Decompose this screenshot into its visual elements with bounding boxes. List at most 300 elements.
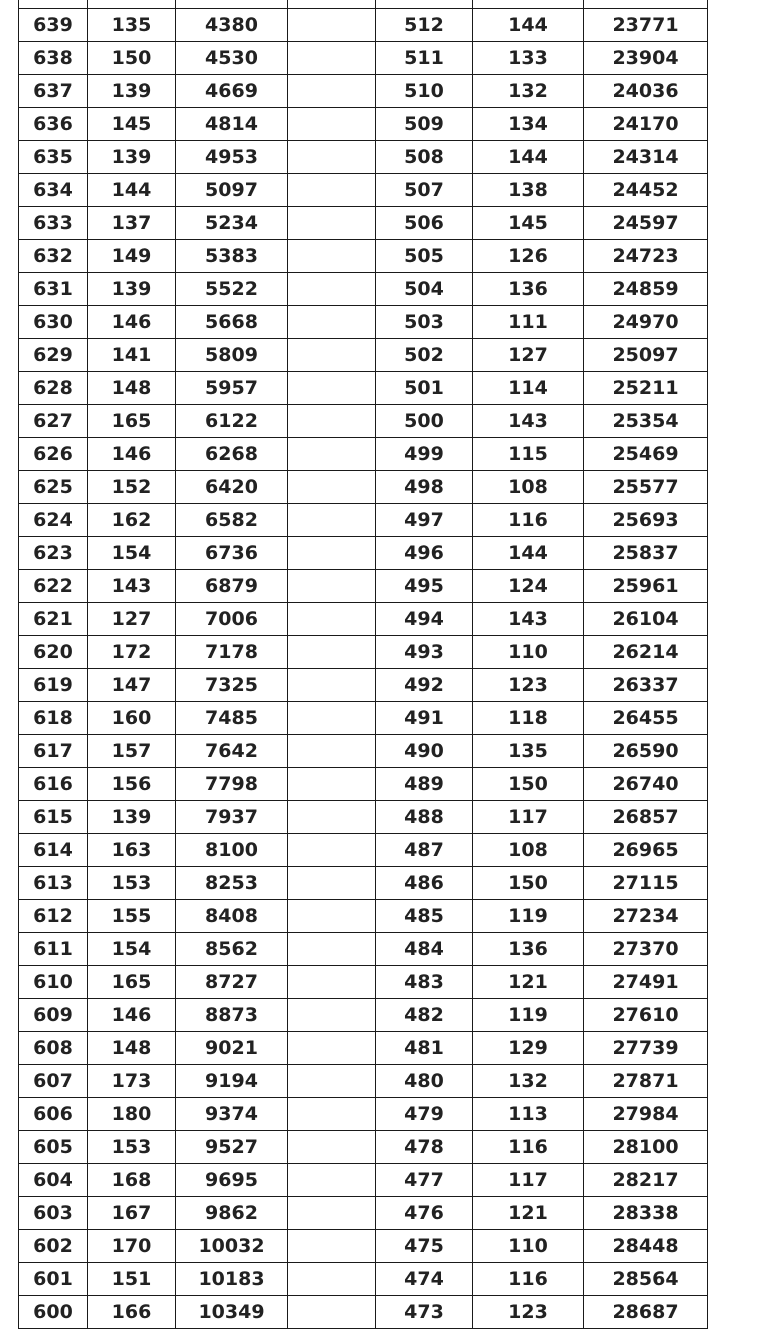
cumulative-right-cell: 25469 — [584, 438, 708, 471]
blank-cell — [288, 1065, 376, 1098]
score-left-cell: 603 — [19, 1197, 88, 1230]
score-right-cell: 489 — [376, 768, 473, 801]
table-row — [19, 141, 708, 174]
count-right-cell: 110 — [473, 636, 584, 669]
cumulative-right-cell — [584, 0, 708, 9]
count-left-cell: 137 — [88, 207, 176, 240]
cumulative-left-cell: 9021 — [176, 1032, 288, 1065]
count-right-cell: 117 — [473, 1164, 584, 1197]
cumulative-left-cell: 7006 — [176, 603, 288, 636]
count-right-cell: 150 — [473, 867, 584, 900]
cumulative-left-cell — [176, 0, 288, 9]
score-left-cell: 615 — [19, 801, 88, 834]
count-left-cell: 160 — [88, 702, 176, 735]
score-distribution-table — [18, 0, 708, 1329]
cumulative-left-cell: 7485 — [176, 702, 288, 735]
score-left-cell: 638 — [19, 42, 88, 75]
count-right-cell: 136 — [473, 933, 584, 966]
score-left-cell: 635 — [19, 141, 88, 174]
table-row — [19, 1032, 708, 1065]
count-right-cell: 136 — [473, 273, 584, 306]
count-right-cell: 144 — [473, 537, 584, 570]
count-left-cell: 148 — [88, 1032, 176, 1065]
blank-cell — [288, 1230, 376, 1263]
table-row — [19, 75, 708, 108]
cumulative-left-cell: 9527 — [176, 1131, 288, 1164]
score-left-cell — [19, 0, 88, 9]
count-right-cell: 123 — [473, 669, 584, 702]
cumulative-right-cell: 26857 — [584, 801, 708, 834]
table-row — [19, 669, 708, 702]
blank-cell — [288, 537, 376, 570]
score-right-cell: 484 — [376, 933, 473, 966]
count-right-cell: 118 — [473, 702, 584, 735]
cumulative-right-cell: 27115 — [584, 867, 708, 900]
cumulative-left-cell: 6582 — [176, 504, 288, 537]
cumulative-left-cell: 8873 — [176, 999, 288, 1032]
count-left-cell: 146 — [88, 438, 176, 471]
count-left-cell: 148 — [88, 372, 176, 405]
score-right-cell: 486 — [376, 867, 473, 900]
cumulative-right-cell: 27739 — [584, 1032, 708, 1065]
count-left-cell: 154 — [88, 933, 176, 966]
cumulative-left-cell: 5097 — [176, 174, 288, 207]
score-right-cell: 509 — [376, 108, 473, 141]
score-left-cell: 602 — [19, 1230, 88, 1263]
cumulative-left-cell: 8253 — [176, 867, 288, 900]
cumulative-right-cell: 24970 — [584, 306, 708, 339]
blank-cell — [288, 108, 376, 141]
table-row — [19, 471, 708, 504]
score-left-cell: 636 — [19, 108, 88, 141]
cumulative-left-cell: 6122 — [176, 405, 288, 438]
score-right-cell: 504 — [376, 273, 473, 306]
table-row — [19, 273, 708, 306]
blank-cell — [288, 0, 376, 9]
score-left-cell: 607 — [19, 1065, 88, 1098]
count-right-cell: 108 — [473, 471, 584, 504]
score-left-cell: 621 — [19, 603, 88, 636]
count-right-cell: 132 — [473, 1065, 584, 1098]
score-right-cell: 494 — [376, 603, 473, 636]
score-right-cell: 476 — [376, 1197, 473, 1230]
blank-cell — [288, 768, 376, 801]
count-right-cell: 108 — [473, 834, 584, 867]
score-left-cell: 628 — [19, 372, 88, 405]
cumulative-left-cell: 4380 — [176, 9, 288, 42]
count-left-cell: 145 — [88, 108, 176, 141]
table-row — [19, 1197, 708, 1230]
cumulative-right-cell: 28100 — [584, 1131, 708, 1164]
cumulative-right-cell: 24597 — [584, 207, 708, 240]
count-left-cell: 156 — [88, 768, 176, 801]
count-right-cell: 144 — [473, 141, 584, 174]
blank-cell — [288, 735, 376, 768]
table-row — [19, 42, 708, 75]
count-left-cell: 135 — [88, 9, 176, 42]
cumulative-right-cell: 23904 — [584, 42, 708, 75]
cumulative-left-cell: 7325 — [176, 669, 288, 702]
cumulative-left-cell: 10183 — [176, 1263, 288, 1296]
cumulative-right-cell: 28217 — [584, 1164, 708, 1197]
blank-cell — [288, 372, 376, 405]
cumulative-left-cell: 5957 — [176, 372, 288, 405]
blank-cell — [288, 1131, 376, 1164]
cumulative-right-cell: 25961 — [584, 570, 708, 603]
cumulative-right-cell: 24859 — [584, 273, 708, 306]
count-right-cell: 116 — [473, 1263, 584, 1296]
count-left-cell: 144 — [88, 174, 176, 207]
blank-cell — [288, 339, 376, 372]
count-left-cell: 168 — [88, 1164, 176, 1197]
score-right-cell: 474 — [376, 1263, 473, 1296]
count-right-cell: 133 — [473, 42, 584, 75]
table-row — [19, 438, 708, 471]
score-right-cell: 506 — [376, 207, 473, 240]
cumulative-left-cell: 8100 — [176, 834, 288, 867]
count-left-cell: 139 — [88, 75, 176, 108]
table-row — [19, 735, 708, 768]
score-right-cell: 507 — [376, 174, 473, 207]
table-row — [19, 867, 708, 900]
score-left-cell: 616 — [19, 768, 88, 801]
count-left-cell: 167 — [88, 1197, 176, 1230]
cumulative-left-cell: 4814 — [176, 108, 288, 141]
cumulative-left-cell: 6268 — [176, 438, 288, 471]
cumulative-left-cell: 7642 — [176, 735, 288, 768]
cumulative-right-cell: 26590 — [584, 735, 708, 768]
blank-cell — [288, 141, 376, 174]
count-left-cell: 146 — [88, 306, 176, 339]
score-right-cell: 483 — [376, 966, 473, 999]
score-right-cell: 502 — [376, 339, 473, 372]
count-right-cell: 132 — [473, 75, 584, 108]
cumulative-left-cell: 4669 — [176, 75, 288, 108]
count-right-cell: 135 — [473, 735, 584, 768]
table-row — [19, 999, 708, 1032]
count-left-cell — [88, 0, 176, 9]
count-left-cell: 147 — [88, 669, 176, 702]
score-right-cell: 497 — [376, 504, 473, 537]
count-left-cell: 173 — [88, 1065, 176, 1098]
blank-cell — [288, 834, 376, 867]
count-left-cell: 165 — [88, 966, 176, 999]
cumulative-right-cell: 25837 — [584, 537, 708, 570]
blank-cell — [288, 42, 376, 75]
score-right-cell: 481 — [376, 1032, 473, 1065]
table-row — [19, 834, 708, 867]
count-right-cell: 143 — [473, 603, 584, 636]
score-right-cell: 487 — [376, 834, 473, 867]
score-left-cell: 626 — [19, 438, 88, 471]
blank-cell — [288, 471, 376, 504]
blank-cell — [288, 570, 376, 603]
table-row — [19, 933, 708, 966]
score-left-cell: 625 — [19, 471, 88, 504]
cumulative-right-cell: 25211 — [584, 372, 708, 405]
score-left-cell: 639 — [19, 9, 88, 42]
score-left-cell: 619 — [19, 669, 88, 702]
score-right-cell: 511 — [376, 42, 473, 75]
cumulative-left-cell: 7937 — [176, 801, 288, 834]
cumulative-right-cell: 23771 — [584, 9, 708, 42]
score-left-cell: 612 — [19, 900, 88, 933]
blank-cell — [288, 933, 376, 966]
table-row — [19, 801, 708, 834]
score-right-cell — [376, 0, 473, 9]
table-row — [19, 405, 708, 438]
score-right-cell: 505 — [376, 240, 473, 273]
count-left-cell: 139 — [88, 273, 176, 306]
count-right-cell: 145 — [473, 207, 584, 240]
blank-cell — [288, 75, 376, 108]
table-row — [19, 174, 708, 207]
cumulative-left-cell: 6736 — [176, 537, 288, 570]
blank-cell — [288, 405, 376, 438]
table-row — [19, 207, 708, 240]
count-left-cell: 172 — [88, 636, 176, 669]
cumulative-right-cell: 27234 — [584, 900, 708, 933]
cumulative-right-cell: 24452 — [584, 174, 708, 207]
score-left-cell: 604 — [19, 1164, 88, 1197]
cumulative-right-cell: 27984 — [584, 1098, 708, 1131]
count-left-cell: 154 — [88, 537, 176, 570]
cumulative-left-cell: 6879 — [176, 570, 288, 603]
score-right-cell: 478 — [376, 1131, 473, 1164]
cumulative-left-cell: 10032 — [176, 1230, 288, 1263]
cumulative-right-cell: 25354 — [584, 405, 708, 438]
cumulative-right-cell: 27871 — [584, 1065, 708, 1098]
table-row — [19, 339, 708, 372]
count-right-cell: 121 — [473, 1197, 584, 1230]
table-row — [19, 537, 708, 570]
score-right-cell: 485 — [376, 900, 473, 933]
cumulative-right-cell: 26104 — [584, 603, 708, 636]
score-left-cell: 627 — [19, 405, 88, 438]
table-row — [19, 1230, 708, 1263]
blank-cell — [288, 702, 376, 735]
table-row — [19, 306, 708, 339]
cumulative-left-cell: 6420 — [176, 471, 288, 504]
cumulative-right-cell: 28338 — [584, 1197, 708, 1230]
count-right-cell: 119 — [473, 999, 584, 1032]
count-left-cell: 170 — [88, 1230, 176, 1263]
score-right-cell: 493 — [376, 636, 473, 669]
count-left-cell: 139 — [88, 801, 176, 834]
blank-cell — [288, 1197, 376, 1230]
score-right-cell: 498 — [376, 471, 473, 504]
count-left-cell: 151 — [88, 1263, 176, 1296]
score-left-cell: 630 — [19, 306, 88, 339]
score-right-cell: 475 — [376, 1230, 473, 1263]
blank-cell — [288, 669, 376, 702]
blank-cell — [288, 1032, 376, 1065]
cumulative-left-cell: 4953 — [176, 141, 288, 174]
table-row — [19, 1131, 708, 1164]
score-left-cell: 623 — [19, 537, 88, 570]
count-left-cell: 149 — [88, 240, 176, 273]
table-row — [19, 900, 708, 933]
cumulative-left-cell: 8562 — [176, 933, 288, 966]
blank-cell — [288, 801, 376, 834]
cumulative-left-cell: 10349 — [176, 1296, 288, 1329]
cumulative-right-cell: 25577 — [584, 471, 708, 504]
cumulative-right-cell: 26455 — [584, 702, 708, 735]
cumulative-right-cell: 24723 — [584, 240, 708, 273]
cumulative-right-cell: 28564 — [584, 1263, 708, 1296]
count-left-cell: 153 — [88, 867, 176, 900]
count-right-cell: 124 — [473, 570, 584, 603]
blank-cell — [288, 1263, 376, 1296]
cumulative-left-cell: 9374 — [176, 1098, 288, 1131]
score-right-cell: 503 — [376, 306, 473, 339]
score-left-cell: 633 — [19, 207, 88, 240]
count-right-cell: 110 — [473, 1230, 584, 1263]
cumulative-right-cell: 26965 — [584, 834, 708, 867]
cumulative-right-cell: 25693 — [584, 504, 708, 537]
table-row — [19, 768, 708, 801]
header-row — [19, 0, 708, 9]
score-right-cell: 488 — [376, 801, 473, 834]
score-left-cell: 613 — [19, 867, 88, 900]
score-right-cell: 495 — [376, 570, 473, 603]
score-right-cell: 480 — [376, 1065, 473, 1098]
table-row — [19, 1263, 708, 1296]
score-left-cell: 610 — [19, 966, 88, 999]
cumulative-left-cell: 7798 — [176, 768, 288, 801]
cumulative-right-cell: 27491 — [584, 966, 708, 999]
blank-cell — [288, 1098, 376, 1131]
score-left-cell: 629 — [19, 339, 88, 372]
count-right-cell: 119 — [473, 900, 584, 933]
count-left-cell: 155 — [88, 900, 176, 933]
count-right-cell: 117 — [473, 801, 584, 834]
cumulative-right-cell: 26337 — [584, 669, 708, 702]
score-left-cell: 631 — [19, 273, 88, 306]
table-row — [19, 240, 708, 273]
count-right-cell: 116 — [473, 504, 584, 537]
table-row — [19, 9, 708, 42]
table-row — [19, 372, 708, 405]
count-left-cell: 141 — [88, 339, 176, 372]
score-left-cell: 632 — [19, 240, 88, 273]
cumulative-left-cell: 9862 — [176, 1197, 288, 1230]
score-left-cell: 614 — [19, 834, 88, 867]
cumulative-left-cell: 5234 — [176, 207, 288, 240]
count-right-cell: 144 — [473, 9, 584, 42]
blank-cell — [288, 207, 376, 240]
blank-cell — [288, 240, 376, 273]
count-right-cell: 116 — [473, 1131, 584, 1164]
cumulative-right-cell: 25097 — [584, 339, 708, 372]
table-row — [19, 966, 708, 999]
cumulative-left-cell: 5383 — [176, 240, 288, 273]
count-left-cell: 180 — [88, 1098, 176, 1131]
table-row — [19, 1098, 708, 1131]
score-right-cell: 492 — [376, 669, 473, 702]
blank-cell — [288, 1296, 376, 1329]
cumulative-left-cell: 7178 — [176, 636, 288, 669]
score-right-cell: 490 — [376, 735, 473, 768]
table-row — [19, 1065, 708, 1098]
cumulative-right-cell: 28687 — [584, 1296, 708, 1329]
blank-cell — [288, 174, 376, 207]
count-left-cell: 165 — [88, 405, 176, 438]
blank-cell — [288, 636, 376, 669]
cumulative-left-cell: 8408 — [176, 900, 288, 933]
score-right-cell: 491 — [376, 702, 473, 735]
count-left-cell: 127 — [88, 603, 176, 636]
blank-cell — [288, 966, 376, 999]
score-right-cell: 500 — [376, 405, 473, 438]
score-left-cell: 605 — [19, 1131, 88, 1164]
table-row — [19, 570, 708, 603]
cumulative-right-cell: 24036 — [584, 75, 708, 108]
count-left-cell: 150 — [88, 42, 176, 75]
count-right-cell: 111 — [473, 306, 584, 339]
blank-cell — [288, 306, 376, 339]
blank-cell — [288, 867, 376, 900]
score-left-cell: 634 — [19, 174, 88, 207]
table-row — [19, 603, 708, 636]
count-right-cell: 114 — [473, 372, 584, 405]
count-left-cell: 162 — [88, 504, 176, 537]
blank-cell — [288, 900, 376, 933]
count-right-cell: 123 — [473, 1296, 584, 1329]
count-right-cell: 129 — [473, 1032, 584, 1065]
count-left-cell: 146 — [88, 999, 176, 1032]
cumulative-right-cell: 26214 — [584, 636, 708, 669]
blank-cell — [288, 999, 376, 1032]
table-row — [19, 702, 708, 735]
cumulative-left-cell: 5522 — [176, 273, 288, 306]
score-left-cell: 600 — [19, 1296, 88, 1329]
score-right-cell: 512 — [376, 9, 473, 42]
blank-cell — [288, 9, 376, 42]
blank-cell — [288, 273, 376, 306]
score-right-cell: 499 — [376, 438, 473, 471]
cumulative-left-cell: 5809 — [176, 339, 288, 372]
count-right-cell — [473, 0, 584, 9]
score-right-cell: 510 — [376, 75, 473, 108]
cumulative-left-cell: 4530 — [176, 42, 288, 75]
blank-cell — [288, 504, 376, 537]
cumulative-left-cell: 8727 — [176, 966, 288, 999]
score-left-cell: 609 — [19, 999, 88, 1032]
score-left-cell: 620 — [19, 636, 88, 669]
score-left-cell: 608 — [19, 1032, 88, 1065]
score-right-cell: 501 — [376, 372, 473, 405]
count-right-cell: 126 — [473, 240, 584, 273]
count-left-cell: 157 — [88, 735, 176, 768]
table-body — [19, 0, 708, 1329]
score-left-cell: 637 — [19, 75, 88, 108]
blank-cell — [288, 1164, 376, 1197]
score-left-cell: 618 — [19, 702, 88, 735]
table-row — [19, 1296, 708, 1329]
count-right-cell: 134 — [473, 108, 584, 141]
cumulative-right-cell: 24314 — [584, 141, 708, 174]
cumulative-right-cell: 27610 — [584, 999, 708, 1032]
count-right-cell: 115 — [473, 438, 584, 471]
score-right-cell: 473 — [376, 1296, 473, 1329]
cumulative-right-cell: 26740 — [584, 768, 708, 801]
cumulative-right-cell: 28448 — [584, 1230, 708, 1263]
count-right-cell: 127 — [473, 339, 584, 372]
count-right-cell: 138 — [473, 174, 584, 207]
score-right-cell: 482 — [376, 999, 473, 1032]
score-left-cell: 622 — [19, 570, 88, 603]
